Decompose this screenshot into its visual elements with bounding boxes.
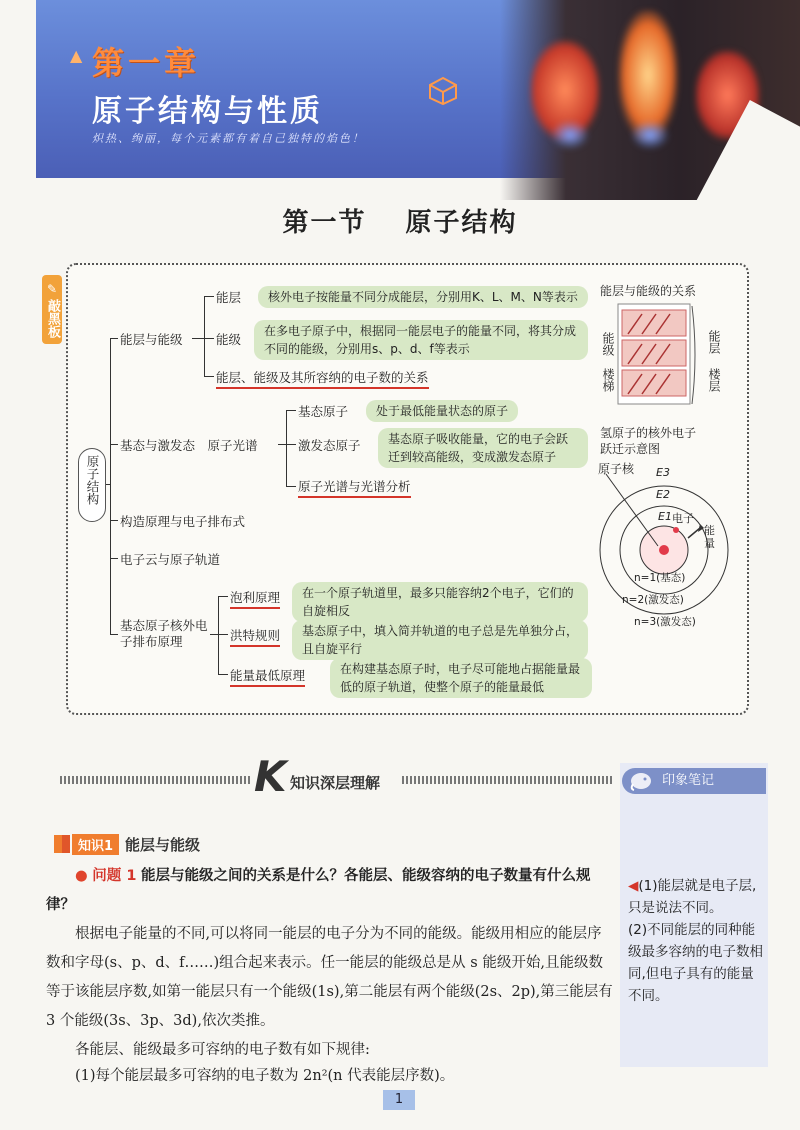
label-e1: E1 [658, 510, 672, 523]
desc-lowest-energy: 在构建基态原子时，电子尽可能地占据能量最低的原子轨道，使整个原子的能量最低 [330, 658, 592, 698]
mindmap-root [78, 448, 106, 522]
dotted-rule-right [402, 776, 612, 784]
diagram-atom-title-2: 跃迁示意图 [600, 442, 661, 456]
note-line-2: (2)不同能层的同种能级最多容纳的电子数相同,但电子具有的能量不同。 [628, 922, 763, 1004]
label-n1: n=1(基态) [634, 572, 686, 584]
question-block [46, 862, 616, 920]
paragraph-2: 各能层、能级最多可容纳的电子数有如下规律: [75, 1042, 370, 1058]
label-nucleus: 原子核 [598, 462, 635, 476]
label-electron: 电子 [672, 512, 694, 525]
label-n3: n=3(激发态) [634, 616, 696, 628]
label-layer: 能层 [707, 330, 721, 354]
node-spectrum: 原子光谱与光谱分析 [298, 477, 411, 498]
paragraph-1: 根据电子能量的不同,可以将同一能层的电子分为不同的能级。能级用相应的能层序数和字母(s、p、d、f……)组合起来表示。任一能层的能级总是从 s 能级开始,且能级数等于该能层序数,如第一能层只有一个能级(1s),第二能层有两个能级(2s、2p),第三能层有 3 个能级(3s、3p、3d),依次类推。 [46, 926, 613, 1029]
chapter-title: 原子结构与性质 [92, 94, 323, 129]
chapter-marker-icon: ▲ [70, 46, 83, 65]
mindmap-root-label: 原子结构 [85, 455, 100, 505]
book-icon [54, 835, 70, 853]
section-title [0, 202, 800, 239]
section-name: 原子结构 [405, 208, 518, 238]
pen-icon: ✎ [46, 282, 58, 296]
connector [204, 296, 214, 297]
notes-header: 印象笔记 [622, 768, 766, 794]
desc-hund: 基态原子中，填入简并轨道的电子总是先单独分占，且自旋平行 [292, 620, 588, 660]
connector [204, 376, 214, 377]
node-sublevel: 能级 [216, 332, 242, 347]
connector [218, 634, 228, 635]
connector [218, 674, 228, 675]
desc-pauli: 在一个原子轨道里，最多只能容纳2个电子，它们的自旋相反 [292, 582, 588, 622]
connector [204, 338, 214, 339]
connector [286, 410, 296, 411]
branch-aufbau: 构造原理与电子排布式 [120, 514, 246, 529]
node-energy-layer: 能层 [216, 290, 242, 305]
connector [286, 444, 296, 445]
label-n2: n=2(激发态) [622, 594, 684, 606]
node-electron-count: 能层、能级及其所容纳的电子数的关系 [216, 368, 429, 389]
paragraph-3: (1)每个能层最多可容纳的电子数为 2n²(n 代表能层序数)。 [75, 1068, 455, 1084]
label-energy: 能量 [704, 524, 715, 550]
connector [192, 338, 204, 339]
mindmap-spine [110, 338, 111, 634]
node-excited-state: 激发态原子 [298, 438, 361, 453]
board-tag [42, 275, 62, 344]
connector [204, 296, 205, 376]
branch-electron-cloud: 电子云与原子轨道 [120, 552, 221, 567]
board-tag-label: 敲黑板 [45, 299, 60, 338]
node-pauli: 泡利原理 [230, 588, 280, 609]
connector [286, 486, 296, 487]
connector [286, 410, 287, 486]
note-line-1: (1)能层就是电子层,只是说法不同。 [628, 878, 757, 916]
branch-ground-excited: 基态与激发态 原子光谱 [120, 438, 258, 453]
branch-energy-levels: 能层与能级 [120, 332, 183, 347]
desc-ground-state: 处于最低能量状态的原子 [366, 400, 518, 422]
desc-excited-state: 基态原子吸收能量，它的电子会跃迁到较高能级，变成激发态原子 [378, 428, 588, 468]
note-pointer-icon: ◀ [628, 878, 639, 894]
cube-icon [428, 76, 458, 106]
diagram-levels-title: 能层与能级的关系 [600, 284, 697, 298]
question-text: 能层与能级之间的关系是什么？各能层、能级容纳的电子数量有什么规律？ [46, 868, 591, 913]
knowledge-title: 能层与能级 [125, 835, 201, 854]
elephant-icon [628, 770, 654, 792]
desc-sublevel: 在多电子原子中，根据同一能层电子的能量不同，将其分成不同的能级，分别用s、p、d、f等表示 [254, 320, 588, 360]
k-logo-icon: K [254, 752, 287, 801]
chapter-number: 第一章 [92, 44, 201, 82]
label-e2: E2 [656, 488, 670, 501]
question-bullet-icon: ● [75, 868, 88, 884]
connector [278, 444, 286, 445]
branch-arrangement: 基态原子核外电子排布原理 [120, 618, 208, 649]
question-number: 问题 1 [92, 868, 137, 884]
page-number: 1 [383, 1090, 415, 1110]
knowledge-number: 知识1 [72, 834, 119, 855]
chapter-banner [0, 0, 800, 200]
connector [210, 634, 218, 635]
connector [110, 634, 118, 635]
section-number: 第一节 [282, 208, 367, 238]
connector [110, 444, 118, 445]
label-sublevel: 能级 [601, 332, 615, 356]
notes-text [628, 875, 764, 1007]
mindmap-connector [106, 484, 110, 485]
connector [110, 520, 118, 521]
desc-energy-layer: 核外电子按能量不同分成能层，分别用K、L、M、N等表示 [258, 286, 588, 308]
diagram-atom-title-1: 氢原子的核外电子 [600, 426, 697, 440]
deep-understanding-title: 知识深层理解 [290, 774, 381, 792]
knowledge-badge [54, 833, 200, 855]
chapter-motto: 炽热、绚丽，每个元素都有着自己独特的焰色！ [92, 132, 365, 145]
node-hund: 洪特规则 [230, 626, 280, 647]
label-stairs: 楼梯 [601, 368, 615, 392]
node-lowest-energy: 能量最低原理 [230, 666, 305, 687]
node-ground-state: 基态原子 [298, 404, 349, 419]
connector [110, 558, 118, 559]
connector [218, 596, 219, 674]
label-floor: 楼层 [707, 368, 721, 392]
label-e3: E3 [656, 466, 670, 479]
dotted-rule-left [60, 776, 250, 784]
connector [218, 596, 228, 597]
connector [110, 338, 118, 339]
staircase-diagram [598, 300, 730, 410]
